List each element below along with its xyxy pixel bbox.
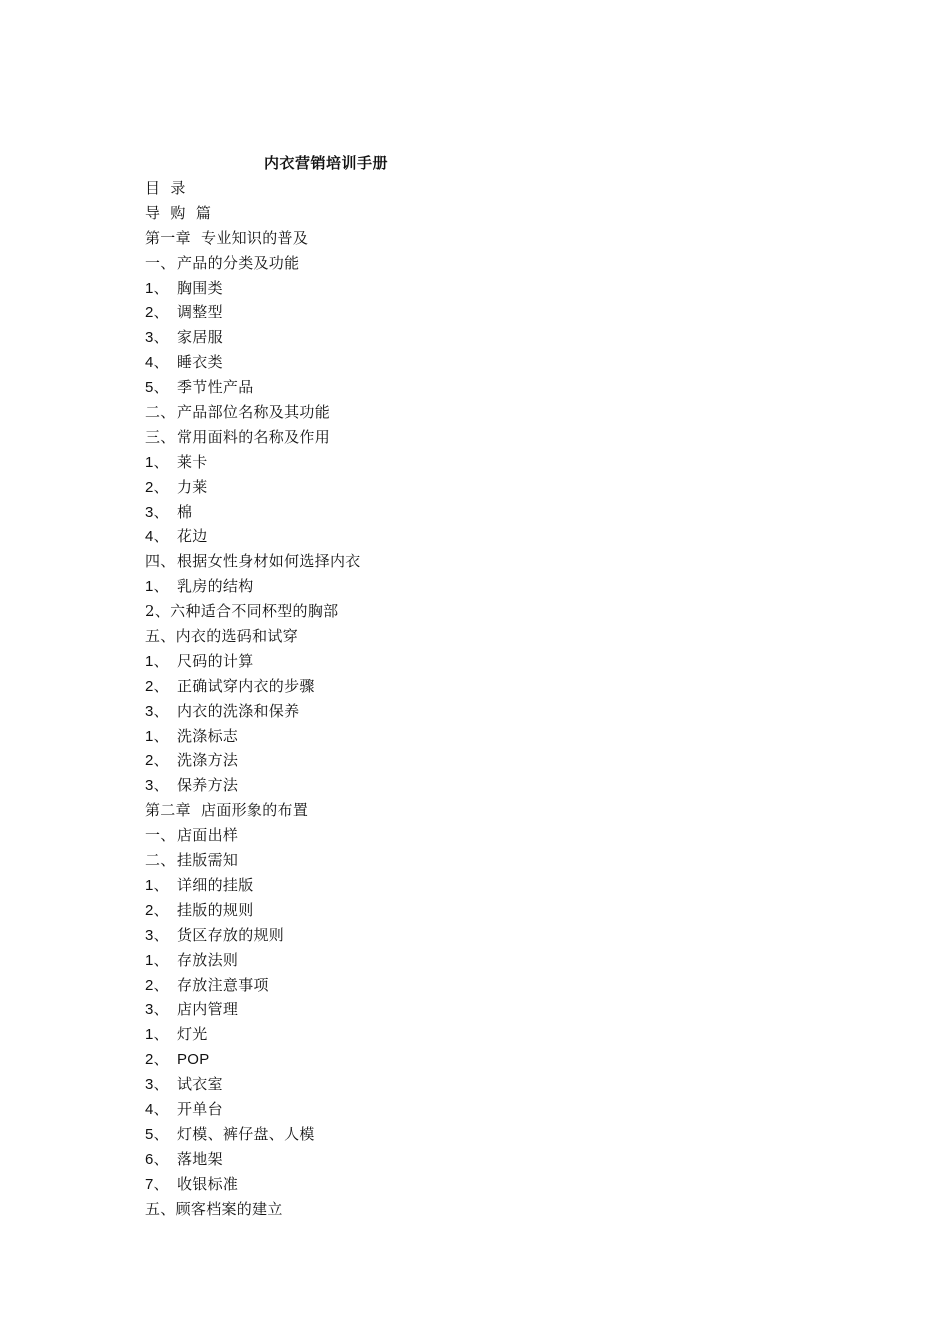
toc-text: 货区存放的规则 xyxy=(177,925,285,944)
toc-line xyxy=(145,201,361,226)
toc-number: 2、 xyxy=(145,1051,169,1069)
toc-text: 挂版的规则 xyxy=(177,900,254,919)
toc-number: 3、 xyxy=(145,926,169,944)
toc-number: 6、 xyxy=(145,1150,169,1168)
toc-number: 3、 xyxy=(145,1076,169,1094)
toc-line xyxy=(145,500,361,525)
toc-line xyxy=(145,798,361,823)
toc-text: 挂版需知 xyxy=(177,851,239,870)
toc-line xyxy=(145,748,361,773)
toc-text: 详细的挂版 xyxy=(177,875,254,894)
toc-line xyxy=(145,425,361,450)
toc-text: 常用面料的名称及作用 xyxy=(177,427,331,446)
toc-text: 店内管理 xyxy=(177,1000,239,1019)
toc-number: 3、 xyxy=(145,503,169,521)
toc-line xyxy=(145,823,361,848)
toc-line xyxy=(145,375,361,400)
toc-line xyxy=(145,524,361,549)
toc-text: 目 录 xyxy=(145,179,186,197)
toc-line xyxy=(145,873,361,898)
toc-text: 根据女性身材如何选择内衣 xyxy=(177,552,361,571)
toc-line xyxy=(145,325,361,350)
toc-line xyxy=(145,574,361,599)
toc-number: 1、 xyxy=(145,727,169,745)
toc-text: 五、内衣的选码和试穿 xyxy=(145,627,299,646)
toc-text: 店面出样 xyxy=(177,826,239,845)
toc-line xyxy=(145,898,361,923)
toc-text: 洗涤标志 xyxy=(177,726,239,745)
toc-text: 季节性产品 xyxy=(177,378,254,397)
toc-line xyxy=(145,624,361,649)
toc-number: 3、 xyxy=(145,702,169,720)
toc-text: 收银标准 xyxy=(177,1174,239,1193)
toc-line xyxy=(145,251,361,276)
toc-number: 2、 xyxy=(145,304,169,322)
toc-line xyxy=(145,973,361,998)
toc-text: 产品部位名称及其功能 xyxy=(177,403,331,422)
document-title: 内衣营销培训手册 xyxy=(264,154,389,172)
toc-text: 胸围类 xyxy=(177,278,223,297)
toc-number: 3、 xyxy=(145,777,169,795)
toc-number: 1、 xyxy=(145,279,169,297)
toc-text: 保养方法 xyxy=(177,776,239,795)
toc-line xyxy=(145,276,361,301)
toc-text: 莱卡 xyxy=(177,452,208,471)
toc-number: 三、 xyxy=(145,428,185,446)
toc-number: 1、 xyxy=(145,1026,169,1044)
toc-line xyxy=(145,1122,361,1147)
toc-number: 4、 xyxy=(145,354,169,372)
toc-number: 1、 xyxy=(145,876,169,894)
toc-number: 1、 xyxy=(145,652,169,670)
toc-line xyxy=(145,1097,361,1122)
table-of-contents xyxy=(145,176,361,1221)
toc-text: 力莱 xyxy=(177,477,208,496)
toc-text: 试衣室 xyxy=(177,1075,223,1094)
toc-text: 花边 xyxy=(177,527,208,546)
toc-text: 产品的分类及功能 xyxy=(177,253,300,272)
toc-text: 正确试穿内衣的步骤 xyxy=(177,676,315,695)
toc-line xyxy=(145,400,361,425)
toc-line xyxy=(145,1072,361,1097)
toc-number: 一、 xyxy=(145,827,185,845)
toc-line xyxy=(145,1022,361,1047)
toc-line xyxy=(145,848,361,873)
toc-text: 存放法则 xyxy=(177,950,239,969)
toc-line xyxy=(145,923,361,948)
toc-number: 4、 xyxy=(145,528,169,546)
toc-number: 1、 xyxy=(145,951,169,969)
toc-number: 5、 xyxy=(145,1125,169,1143)
toc-number: 2、 xyxy=(145,901,169,919)
toc-line xyxy=(145,997,361,1022)
toc-number: 1、 xyxy=(145,453,169,471)
toc-text: 五、顾客档案的建立 xyxy=(145,1199,283,1218)
toc-text: 灯光 xyxy=(177,1025,208,1044)
toc-number: 3、 xyxy=(145,1001,169,1019)
toc-text: 内衣的洗涤和保养 xyxy=(177,701,300,720)
toc-line xyxy=(145,176,361,201)
toc-number: 二、 xyxy=(145,404,185,422)
toc-line xyxy=(145,674,361,699)
toc-number: 2、 xyxy=(145,752,169,770)
toc-text: 第二章 店面形象的布置 xyxy=(145,801,309,820)
toc-text: 开单台 xyxy=(177,1099,223,1118)
toc-line xyxy=(145,724,361,749)
toc-number: 四、 xyxy=(145,553,185,571)
toc-line xyxy=(145,1197,361,1222)
toc-text: 调整型 xyxy=(177,303,223,322)
toc-number: 一、 xyxy=(145,254,185,272)
toc-text: 灯模、裤仔盘、人模 xyxy=(177,1124,315,1143)
toc-number: 2、 xyxy=(145,478,169,496)
toc-line xyxy=(145,649,361,674)
toc-text: POP xyxy=(177,1051,210,1069)
toc-number: 1、 xyxy=(145,578,169,596)
toc-text: 洗涤方法 xyxy=(177,751,239,770)
toc-number: 7、 xyxy=(145,1175,169,1193)
toc-line xyxy=(145,1172,361,1197)
toc-line xyxy=(145,226,361,251)
toc-line xyxy=(145,773,361,798)
toc-number: 3、 xyxy=(145,329,169,347)
toc-text: 睡衣类 xyxy=(177,353,223,372)
toc-line xyxy=(145,1147,361,1172)
toc-line xyxy=(145,450,361,475)
toc-number: 4、 xyxy=(145,1100,169,1118)
toc-line xyxy=(145,350,361,375)
toc-text: 尺码的计算 xyxy=(177,651,254,670)
toc-number: 5、 xyxy=(145,379,169,397)
toc-line xyxy=(145,1047,361,1072)
toc-text: 家居服 xyxy=(177,328,223,347)
toc-text: 2、六种适合不同杯型的胸部 xyxy=(145,602,339,621)
toc-number: 二、 xyxy=(145,852,185,870)
toc-line xyxy=(145,300,361,325)
toc-number: 2、 xyxy=(145,677,169,695)
toc-text: 棉 xyxy=(177,502,193,521)
toc-text: 第一章 专业知识的普及 xyxy=(145,228,309,247)
toc-text: 导 购 篇 xyxy=(145,203,212,222)
toc-line xyxy=(145,549,361,574)
toc-line xyxy=(145,699,361,724)
toc-text: 存放注意事项 xyxy=(177,975,269,994)
toc-line xyxy=(145,599,361,624)
toc-number: 2、 xyxy=(145,976,169,994)
toc-line xyxy=(145,475,361,500)
toc-line xyxy=(145,948,361,973)
toc-text: 落地架 xyxy=(177,1149,223,1168)
toc-text: 乳房的结构 xyxy=(177,577,254,596)
